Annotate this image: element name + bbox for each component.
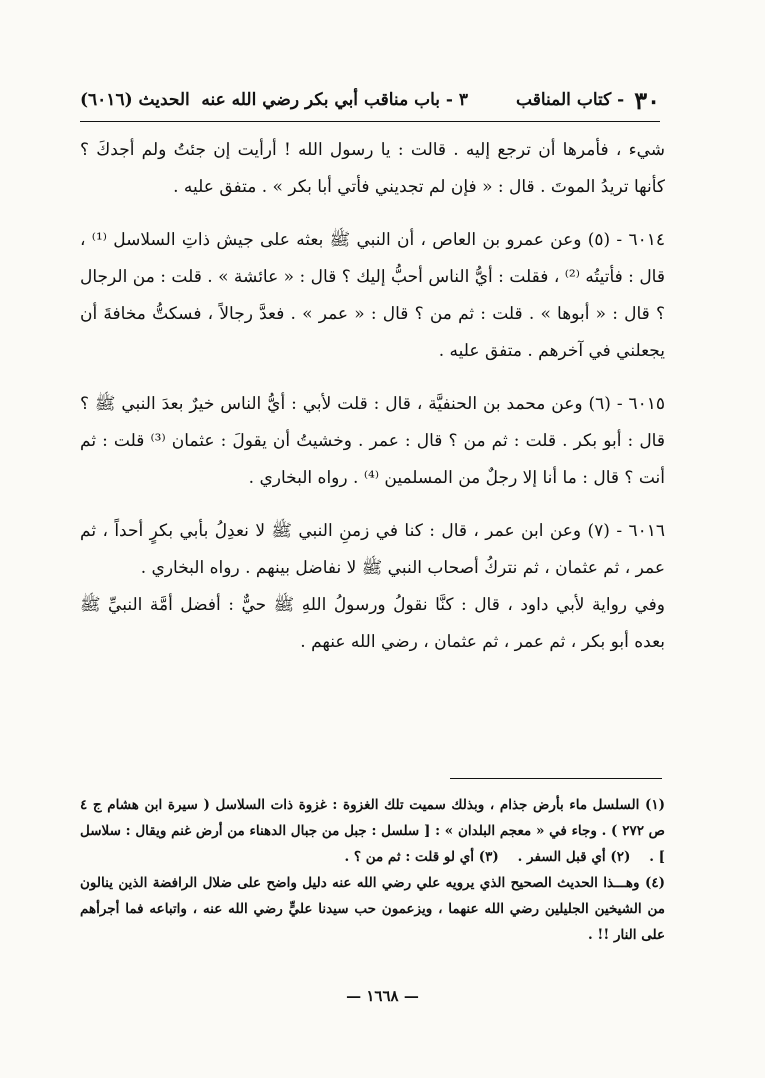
header-rule — [80, 121, 660, 122]
header-hadith-reference: الحديث (٦٠١٦) — [80, 90, 190, 110]
footnote-separator — [450, 778, 662, 779]
footnote-4: (٤) وهـــذا الحديث الصحيح الذي يرويه علي رضي الله عنه دليل واضح على ضلال الرافضة الذين ينالون من الشيخين الجليلين رضي الله عنهما ، ويزعمون حب سيدنا عليٍّ رضي الله عنه ، واتباعه فما أجرأهم على النار !! . — [80, 875, 665, 943]
header-page-number: ٣٠ — [634, 85, 660, 115]
hadith-6016: ٦٠١٦ - (٧) وعن ابن عمر ، قال : كنا في زمنِ النبي ﷺ لا نعدِلُ بأبي بكرٍ أحداً ، ثم عمر ، ثم عثمان ، ثم نتركُ أصحاب النبي ﷺ لا نفاضل بينهم . رواه البخاري . — [80, 521, 665, 578]
main-text — [80, 132, 665, 661]
footnotes — [80, 792, 665, 948]
footnote-2-text: (٢) أي قبل السفر . — [517, 849, 631, 865]
running-header — [80, 82, 660, 118]
footnote-1-text: (١) السلسل ماء بأرض جذام ، وبذلك سميت تلك الغزوة : غزوة ذات السلاسل ( سيرة ابن هشام ج ٤ ص ٢٧٢ ) . وجاء في « معجم البلدان » : [ سلسل : جبل من جبال الدهناء من أرض غنم ويقال : سلاسل ] . — [80, 797, 665, 865]
page-footer-number: — ١٦٦٨ — — [346, 987, 419, 1005]
hadith-6015: ٦٠١٥ - (٦) وعن محمد بن الحنفيَّة ، قال : قلت لأبي : أيُّ الناس خيرٌ بعدَ النبي ﷺ ؟ قال : أبو بكر . قلت : ثم من ؟ قال : عمر . وخشيتُ أن يقولَ : عثمان ⁽³⁾ قلت : ثم أنت ؟ قال : ما أنا إلا رجلٌ من المسلمين ⁽⁴⁾ . رواه البخاري . — [80, 394, 666, 488]
header-chapter-title: ٣ - باب مناقب أبي بكر رضي الله عنه — [201, 90, 469, 110]
header-right — [201, 86, 660, 115]
footnote-1 — [80, 792, 665, 870]
hadith-6014: ٦٠١٤ - (٥) وعن عمرو بن العاص ، أن النبي ﷺ بعثه على جيش ذاتِ السلاسل ⁽¹⁾ ، قال : فأتيتُه ⁽²⁾ ، فقلت : أيُّ الناس أحبُّ إليك ؟ قال : « عائشة » . قلت : من الرجال ؟ قال : « أبوها » . قلت : ثم من ؟ قال : « عمر » . فعدَّ رجالاً ، فسكتُّ مخافةَ أن يجعلني في آخرهم . متفق عليه . — [80, 230, 665, 361]
paragraph-continuation: شيء ، فأمرها أن ترجع إليه . قالت : يا رسول الله ! أرأيت إن جئتُ ولم أجدكَ ؟ كأنها تريدُ الموتَ . قال : « فإن لم تجديني فأتي أبا بكر » . متفق عليه . — [80, 140, 665, 197]
footnote-3-text: (٣) أي لو قلت : ثم من ؟ . — [344, 849, 499, 865]
hadith-6016-narration: وفي رواية لأبي داود ، قال : كنَّا نقولُ ورسولُ اللهِ ﷺ حيٌّ : أفضل أمَّة النبيِّ ﷺ بعده أبو بكر ، ثم عمر ، ثم عثمان ، رضي الله عنهم . — [80, 595, 665, 652]
header-book-title: - كتاب المناقب — [516, 90, 625, 110]
